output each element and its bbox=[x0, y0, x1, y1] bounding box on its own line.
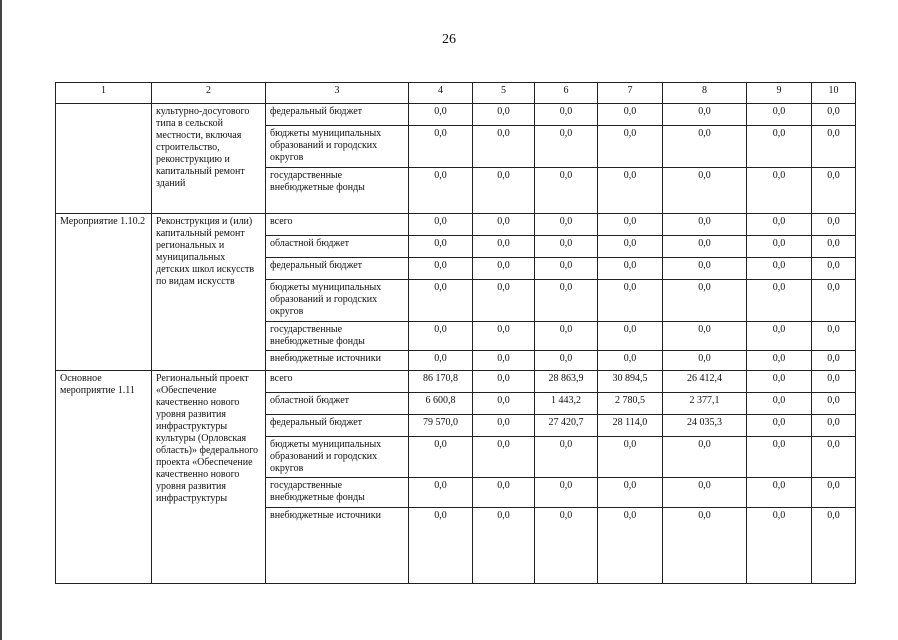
value-cell: 0,0 bbox=[812, 508, 856, 584]
value-cell: 0,0 bbox=[663, 508, 747, 584]
value-cell: 0,0 bbox=[598, 104, 663, 126]
value-cell: 0,0 bbox=[473, 104, 535, 126]
value-cell: 6 600,8 bbox=[409, 393, 473, 415]
value-cell: 0,0 bbox=[535, 236, 598, 258]
funding-source-cell: федеральный бюджет bbox=[266, 104, 409, 126]
value-cell: 0,0 bbox=[747, 214, 812, 236]
funding-source-cell: федеральный бюджет bbox=[266, 258, 409, 280]
value-cell: 0,0 bbox=[473, 393, 535, 415]
value-cell: 0,0 bbox=[812, 371, 856, 393]
value-cell: 0,0 bbox=[598, 508, 663, 584]
value-cell: 0,0 bbox=[663, 214, 747, 236]
value-cell: 0,0 bbox=[409, 478, 473, 508]
value-cell: 0,0 bbox=[473, 415, 535, 437]
value-cell: 0,0 bbox=[409, 214, 473, 236]
funding-source-cell: всего bbox=[266, 214, 409, 236]
value-cell: 0,0 bbox=[598, 258, 663, 280]
value-cell: 0,0 bbox=[812, 236, 856, 258]
page-number: 26 bbox=[442, 32, 456, 47]
value-cell: 0,0 bbox=[663, 351, 747, 371]
value-cell: 0,0 bbox=[598, 236, 663, 258]
value-cell: 0,0 bbox=[535, 168, 598, 214]
value-cell: 0,0 bbox=[598, 322, 663, 351]
value-cell: 0,0 bbox=[473, 258, 535, 280]
measure-code-cell: Основное мероприятие 1.11 bbox=[56, 371, 152, 584]
measure-name-cell: Региональный проект «Обеспечение качественно нового уровня развития инфраструктуры культуры (Орловская область)» федерального проекта «Обеспечение качественно нового уровня развития инфраструктуры bbox=[152, 371, 266, 584]
value-cell: 0,0 bbox=[409, 322, 473, 351]
header-row bbox=[56, 83, 856, 104]
funding-source-cell: государственные внебюджетные фонды bbox=[266, 168, 409, 214]
value-cell: 0,0 bbox=[409, 351, 473, 371]
value-cell: 0,0 bbox=[598, 168, 663, 214]
measure-name-cell: культурно-досугового типа в сельской местности, включая строительство, реконструкцию и капитальный ремонт зданий bbox=[152, 104, 266, 214]
value-cell: 0,0 bbox=[812, 393, 856, 415]
value-cell: 0,0 bbox=[663, 168, 747, 214]
value-cell: 0,0 bbox=[747, 168, 812, 214]
value-cell: 0,0 bbox=[535, 351, 598, 371]
measure-name-cell: Реконструкция и (или) капитальный ремонт региональных и муниципальных детских школ искусств по видам искусств bbox=[152, 214, 266, 371]
value-cell: 0,0 bbox=[409, 104, 473, 126]
value-cell: 0,0 bbox=[747, 236, 812, 258]
value-cell: 79 570,0 bbox=[409, 415, 473, 437]
value-cell: 0,0 bbox=[812, 280, 856, 322]
value-cell: 0,0 bbox=[812, 351, 856, 371]
col-header-9: 9 bbox=[747, 83, 812, 104]
value-cell: 0,0 bbox=[663, 236, 747, 258]
value-cell: 0,0 bbox=[747, 126, 812, 168]
value-cell: 0,0 bbox=[812, 104, 856, 126]
value-cell: 0,0 bbox=[663, 280, 747, 322]
value-cell: 1 443,2 bbox=[535, 393, 598, 415]
value-cell: 0,0 bbox=[409, 236, 473, 258]
measure-code-cell bbox=[56, 104, 152, 214]
value-cell: 28 114,0 bbox=[598, 415, 663, 437]
col-header-1: 1 bbox=[56, 83, 152, 104]
value-cell: 0,0 bbox=[473, 236, 535, 258]
value-cell: 0,0 bbox=[663, 126, 747, 168]
value-cell: 0,0 bbox=[747, 393, 812, 415]
funding-source-cell: областной бюджет bbox=[266, 393, 409, 415]
measure-code-cell: Мероприятие 1.10.2 bbox=[56, 214, 152, 371]
value-cell: 0,0 bbox=[473, 437, 535, 478]
col-header-2: 2 bbox=[152, 83, 266, 104]
value-cell: 0,0 bbox=[535, 104, 598, 126]
value-cell: 0,0 bbox=[535, 258, 598, 280]
value-cell: 0,0 bbox=[812, 415, 856, 437]
value-cell: 2 780,5 bbox=[598, 393, 663, 415]
col-header-6: 6 bbox=[535, 83, 598, 104]
value-cell: 0,0 bbox=[409, 437, 473, 478]
value-cell: 0,0 bbox=[535, 280, 598, 322]
funding-source-cell: государственные внебюджетные фонды bbox=[266, 322, 409, 351]
value-cell: 0,0 bbox=[473, 214, 535, 236]
value-cell: 0,0 bbox=[812, 168, 856, 214]
table-row bbox=[56, 371, 856, 393]
value-cell: 0,0 bbox=[812, 258, 856, 280]
funding-source-cell: областной бюджет bbox=[266, 236, 409, 258]
value-cell: 0,0 bbox=[535, 478, 598, 508]
funding-source-cell: бюджеты муниципальных образований и городских округов bbox=[266, 280, 409, 322]
value-cell: 86 170,8 bbox=[409, 371, 473, 393]
table-body bbox=[56, 104, 856, 584]
col-header-8: 8 bbox=[663, 83, 747, 104]
value-cell: 0,0 bbox=[473, 168, 535, 214]
value-cell: 0,0 bbox=[535, 126, 598, 168]
value-cell: 0,0 bbox=[812, 126, 856, 168]
value-cell: 0,0 bbox=[747, 371, 812, 393]
value-cell: 0,0 bbox=[812, 214, 856, 236]
scan-edge-line bbox=[0, 0, 2, 640]
value-cell: 0,0 bbox=[663, 258, 747, 280]
value-cell: 0,0 bbox=[747, 351, 812, 371]
col-header-10: 10 bbox=[812, 83, 856, 104]
funding-source-cell: государственные внебюджетные фонды bbox=[266, 478, 409, 508]
funding-source-cell: федеральный бюджет bbox=[266, 415, 409, 437]
value-cell: 0,0 bbox=[409, 280, 473, 322]
value-cell: 0,0 bbox=[473, 478, 535, 508]
value-cell: 0,0 bbox=[473, 322, 535, 351]
value-cell: 0,0 bbox=[535, 322, 598, 351]
value-cell: 0,0 bbox=[747, 415, 812, 437]
value-cell: 0,0 bbox=[598, 351, 663, 371]
funding-source-cell: бюджеты муниципальных образований и городских округов bbox=[266, 437, 409, 478]
value-cell: 0,0 bbox=[473, 371, 535, 393]
value-cell: 27 420,7 bbox=[535, 415, 598, 437]
value-cell: 0,0 bbox=[598, 214, 663, 236]
value-cell: 0,0 bbox=[747, 104, 812, 126]
funding-source-cell: всего bbox=[266, 371, 409, 393]
value-cell: 0,0 bbox=[535, 214, 598, 236]
table-row bbox=[56, 214, 856, 236]
value-cell: 0,0 bbox=[747, 322, 812, 351]
budget-table bbox=[55, 82, 856, 584]
value-cell: 0,0 bbox=[663, 437, 747, 478]
value-cell: 0,0 bbox=[409, 508, 473, 584]
value-cell: 2 377,1 bbox=[663, 393, 747, 415]
value-cell: 0,0 bbox=[598, 126, 663, 168]
value-cell: 26 412,4 bbox=[663, 371, 747, 393]
value-cell: 0,0 bbox=[812, 322, 856, 351]
value-cell: 0,0 bbox=[812, 437, 856, 478]
value-cell: 0,0 bbox=[663, 322, 747, 351]
value-cell: 0,0 bbox=[535, 508, 598, 584]
value-cell: 0,0 bbox=[663, 478, 747, 508]
value-cell: 0,0 bbox=[663, 104, 747, 126]
col-header-4: 4 bbox=[409, 83, 473, 104]
value-cell: 0,0 bbox=[747, 280, 812, 322]
funding-source-cell: бюджеты муниципальных образований и городских округов bbox=[266, 126, 409, 168]
col-header-7: 7 bbox=[598, 83, 663, 104]
value-cell: 0,0 bbox=[409, 126, 473, 168]
value-cell: 30 894,5 bbox=[598, 371, 663, 393]
table-row bbox=[56, 104, 856, 126]
value-cell: 24 035,3 bbox=[663, 415, 747, 437]
value-cell: 0,0 bbox=[409, 168, 473, 214]
value-cell: 28 863,9 bbox=[535, 371, 598, 393]
value-cell: 0,0 bbox=[812, 478, 856, 508]
value-cell: 0,0 bbox=[747, 508, 812, 584]
value-cell: 0,0 bbox=[473, 280, 535, 322]
value-cell: 0,0 bbox=[747, 478, 812, 508]
value-cell: 0,0 bbox=[747, 437, 812, 478]
value-cell: 0,0 bbox=[747, 258, 812, 280]
value-cell: 0,0 bbox=[535, 437, 598, 478]
value-cell: 0,0 bbox=[598, 437, 663, 478]
col-header-5: 5 bbox=[473, 83, 535, 104]
value-cell: 0,0 bbox=[598, 478, 663, 508]
funding-source-cell: внебюджетные источники bbox=[266, 508, 409, 584]
funding-source-cell: внебюджетные источники bbox=[266, 351, 409, 371]
col-header-3: 3 bbox=[266, 83, 409, 104]
value-cell: 0,0 bbox=[598, 280, 663, 322]
value-cell: 0,0 bbox=[409, 258, 473, 280]
value-cell: 0,0 bbox=[473, 351, 535, 371]
value-cell: 0,0 bbox=[473, 126, 535, 168]
value-cell: 0,0 bbox=[473, 508, 535, 584]
